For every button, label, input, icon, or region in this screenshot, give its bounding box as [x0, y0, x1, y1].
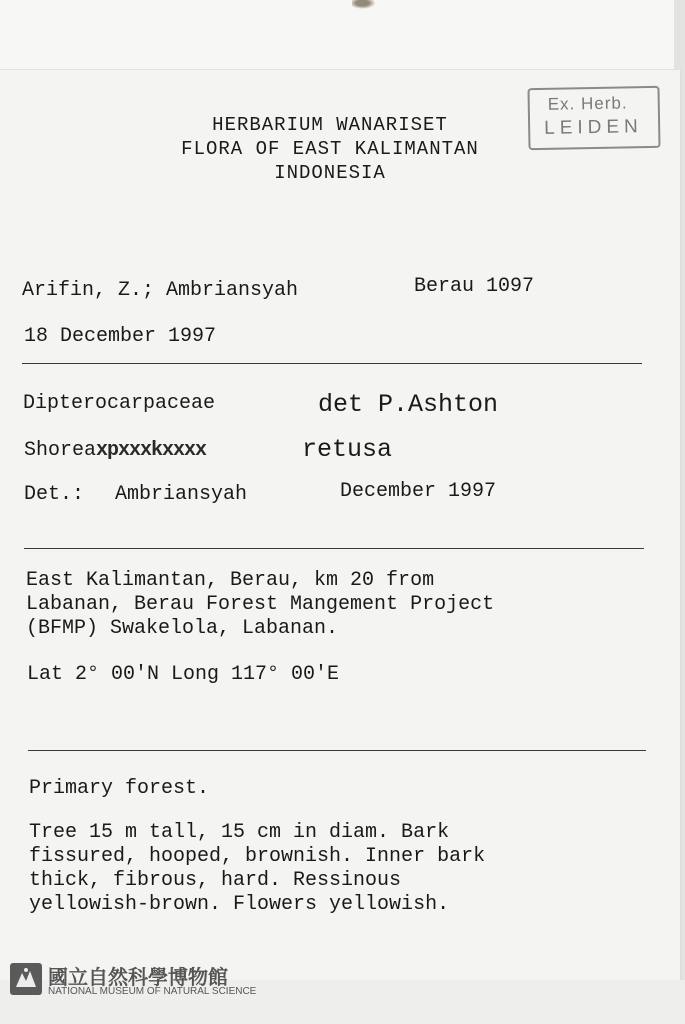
flora-title: FLORA OF EAST KALIMANTAN	[181, 138, 479, 160]
herbarium-name: HERBARIUM WANARISET	[212, 114, 448, 136]
museum-logo-icon	[10, 963, 42, 995]
description-line-3: thick, fibrous, hard. Ressinous	[29, 869, 402, 892]
habitat: Primary forest.	[29, 777, 210, 800]
museum-name-chinese: 國立自然科學博物館	[48, 965, 228, 989]
locality	[26, 569, 494, 641]
determiner-note: det P.Ashton	[318, 390, 499, 419]
epithet: retusa	[302, 435, 393, 464]
plant-description	[29, 821, 485, 917]
museum-watermark	[10, 961, 310, 999]
locality-line-2: Labanan, Berau Forest Mangement Project	[26, 593, 495, 616]
country: INDONESIA	[274, 162, 386, 184]
collectors: Arifin, Z.; Ambriansyah	[22, 279, 299, 302]
description-line-4: yellowish-brown. Flowers yellowish.	[29, 893, 450, 916]
det-date: December 1997	[340, 480, 497, 503]
stamp-line-2: LEIDEN	[543, 116, 643, 139]
specimen-fragment	[352, 0, 378, 10]
struck-epithet: xpxxxkxxxx	[96, 439, 207, 462]
description-line-2: fissured, hooped, brownish. Inner bark	[29, 845, 486, 868]
divider-3	[28, 750, 646, 751]
divider-1	[22, 363, 642, 364]
museum-name-english: NATIONAL MUSEUM OF NATURAL SCIENCE	[48, 986, 257, 997]
upper-sheet	[0, 0, 685, 72]
description-line-1: Tree 15 m tall, 15 cm in diam. Bark	[29, 821, 450, 844]
stamp-line-1: Ex. Herb.	[547, 93, 628, 114]
family: Dipterocarpaceae	[23, 392, 216, 415]
locality-line-3: (BFMP) Swakelola, Labanan.	[26, 617, 339, 640]
species-name	[24, 439, 206, 462]
genus: Shorea	[24, 439, 97, 462]
herbarium-label	[0, 70, 681, 980]
det-label: Det.:	[24, 483, 85, 506]
det-by: Ambriansyah	[115, 483, 248, 506]
collection-number: Berau 1097	[414, 275, 535, 298]
collection-date: 18 December 1997	[24, 325, 217, 348]
leiden-stamp	[527, 86, 660, 150]
locality-line-1: East Kalimantan, Berau, km 20 from	[26, 569, 435, 592]
coordinates: Lat 2° 00'N Long 117° 00'E	[27, 663, 340, 686]
divider-2	[24, 548, 644, 549]
